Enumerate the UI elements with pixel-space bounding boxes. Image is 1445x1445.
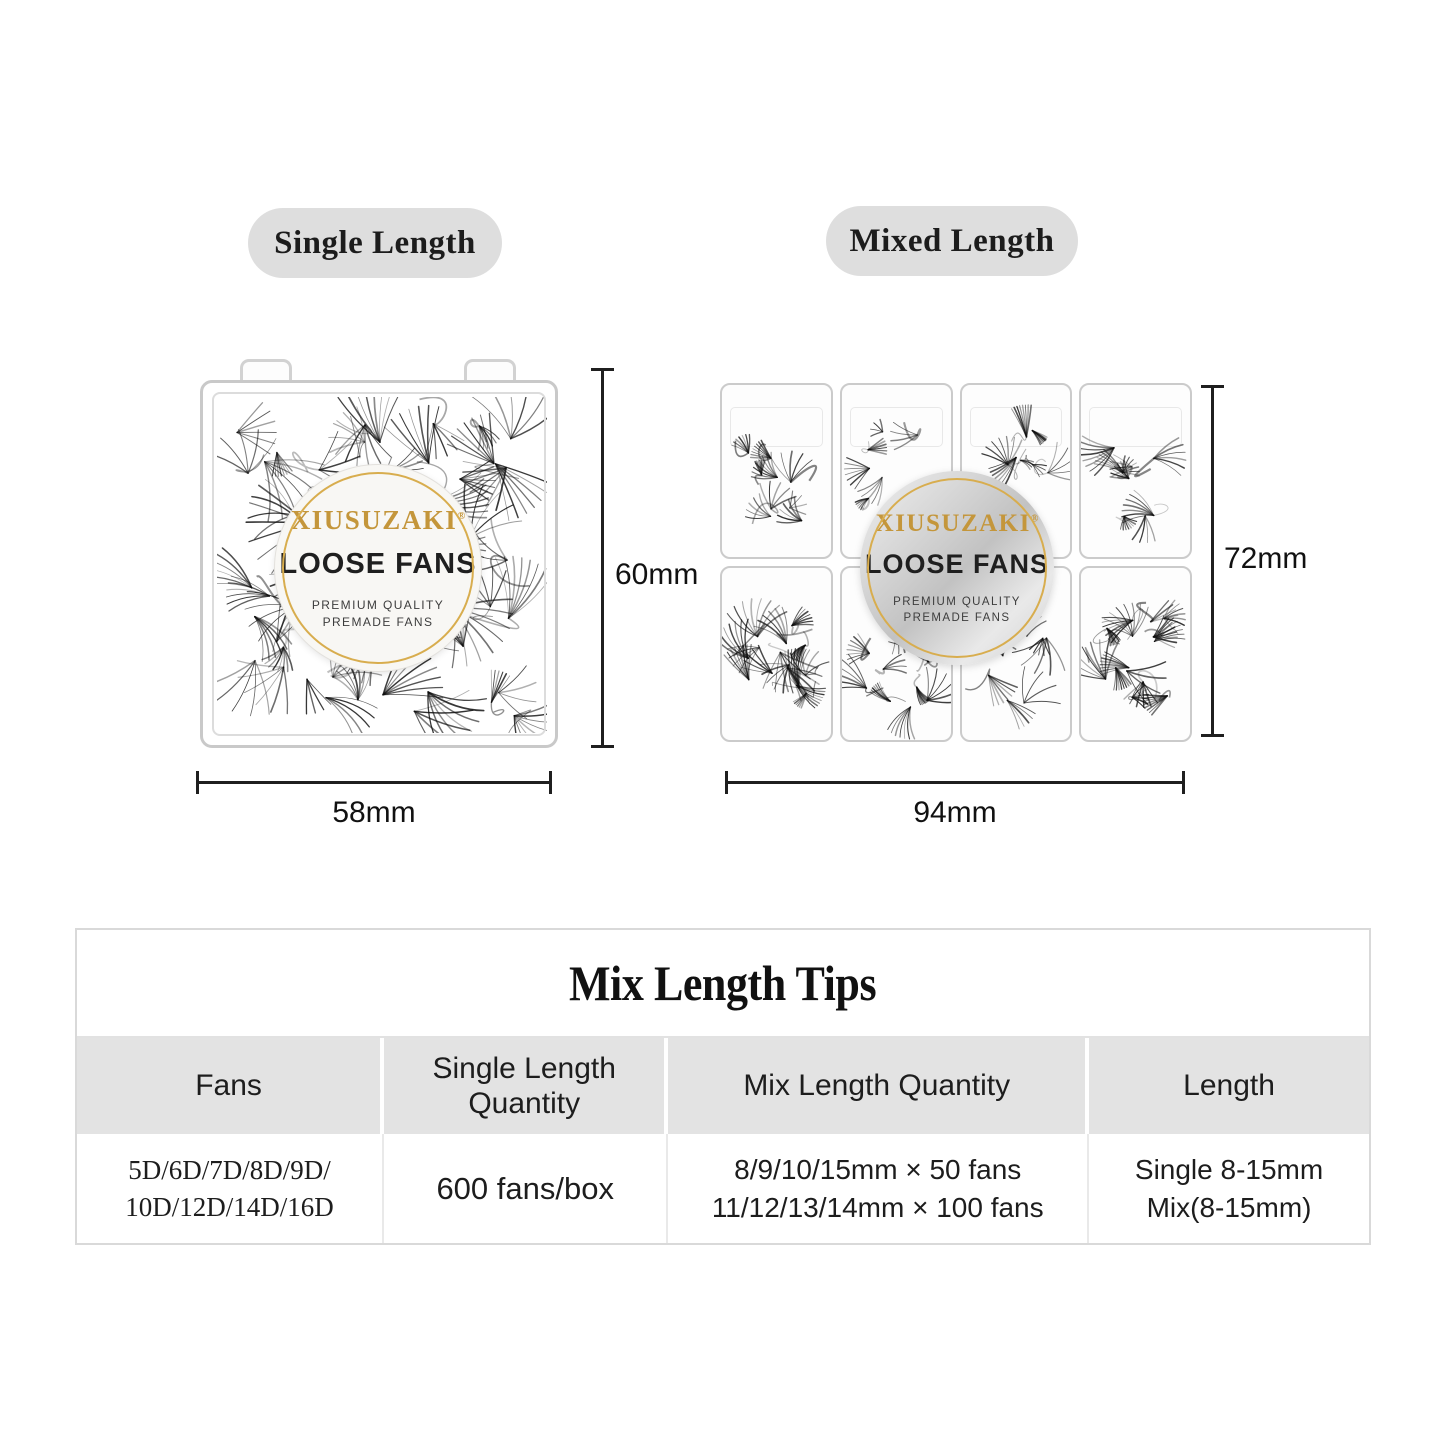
- cell-fans: 5D/6D/7D/8D/9D/ 10D/12D/14D/16D: [77, 1134, 384, 1243]
- column-header-mix-length-quantity: Mix Length Quantity: [668, 1038, 1089, 1134]
- column-header-length: Length: [1089, 1038, 1369, 1134]
- brand-label-single: [275, 465, 481, 671]
- compartment: [720, 383, 833, 559]
- tagline: [893, 594, 1021, 626]
- tagline-line1: PREMIUM QUALITY: [893, 595, 1021, 608]
- mix-length-tips-table: [75, 928, 1371, 1245]
- column-header-single-length-quantity: Single Length Quantity: [384, 1038, 668, 1134]
- height-dimension-line-mixed: [1211, 385, 1214, 737]
- cell-length: Single 8-15mm Mix(8-15mm): [1089, 1134, 1369, 1243]
- width-dimension-line-mixed: [725, 781, 1185, 784]
- mixed-length-badge-label: Mixed Length: [849, 222, 1055, 259]
- tagline-line2: PREMADE FANS: [322, 615, 434, 629]
- height-dimension-label-mixed: 72mm: [1224, 542, 1308, 575]
- compartment: [1079, 383, 1192, 559]
- width-dimension-label-single: 58mm: [332, 796, 416, 829]
- cell-single-length-quantity: 600 fans/box: [384, 1134, 668, 1243]
- tagline-line1: PREMIUM QUALITY: [311, 598, 445, 613]
- compartment: [720, 566, 833, 742]
- lash-fans-illustration: [722, 568, 831, 740]
- tagline-line2: PREMADE FANS: [903, 612, 1011, 624]
- trademark-icon: ®: [457, 510, 466, 523]
- brand-label-mixed: [860, 471, 1054, 665]
- product-name: LOOSE FANS: [279, 548, 477, 581]
- height-dimension-label-single: 60mm: [615, 558, 699, 591]
- lash-fans-illustration: [1081, 385, 1190, 557]
- brand-name: XIUSUZAKI®: [875, 509, 1039, 537]
- lash-fans-illustration: [722, 385, 831, 557]
- table-title-row: [77, 930, 1369, 1038]
- trademark-icon: ®: [1030, 513, 1039, 525]
- height-dimension-line-single: [601, 368, 604, 748]
- table-header-row: [77, 1038, 1369, 1134]
- column-header-fans: Fans: [77, 1038, 384, 1134]
- single-length-badge-label: Single Length: [274, 224, 476, 261]
- width-dimension-label-mixed: 94mm: [913, 796, 997, 829]
- mixed-length-badge: [826, 206, 1078, 276]
- table-data-row: [77, 1134, 1369, 1243]
- tagline: [312, 597, 444, 631]
- single-length-badge: [248, 208, 502, 278]
- table-title: Mix Length Tips: [569, 955, 877, 1011]
- compartment: [1079, 566, 1192, 742]
- lash-fans-illustration: [1081, 568, 1190, 740]
- product-name: LOOSE FANS: [864, 548, 1050, 579]
- cell-mix-length-quantity: 8/9/10/15mm × 50 fans 11/12/13/14mm × 100 fans: [668, 1134, 1089, 1243]
- width-dimension-line-single: [196, 781, 552, 784]
- brand-name: XIUSUZAKI®: [290, 505, 466, 536]
